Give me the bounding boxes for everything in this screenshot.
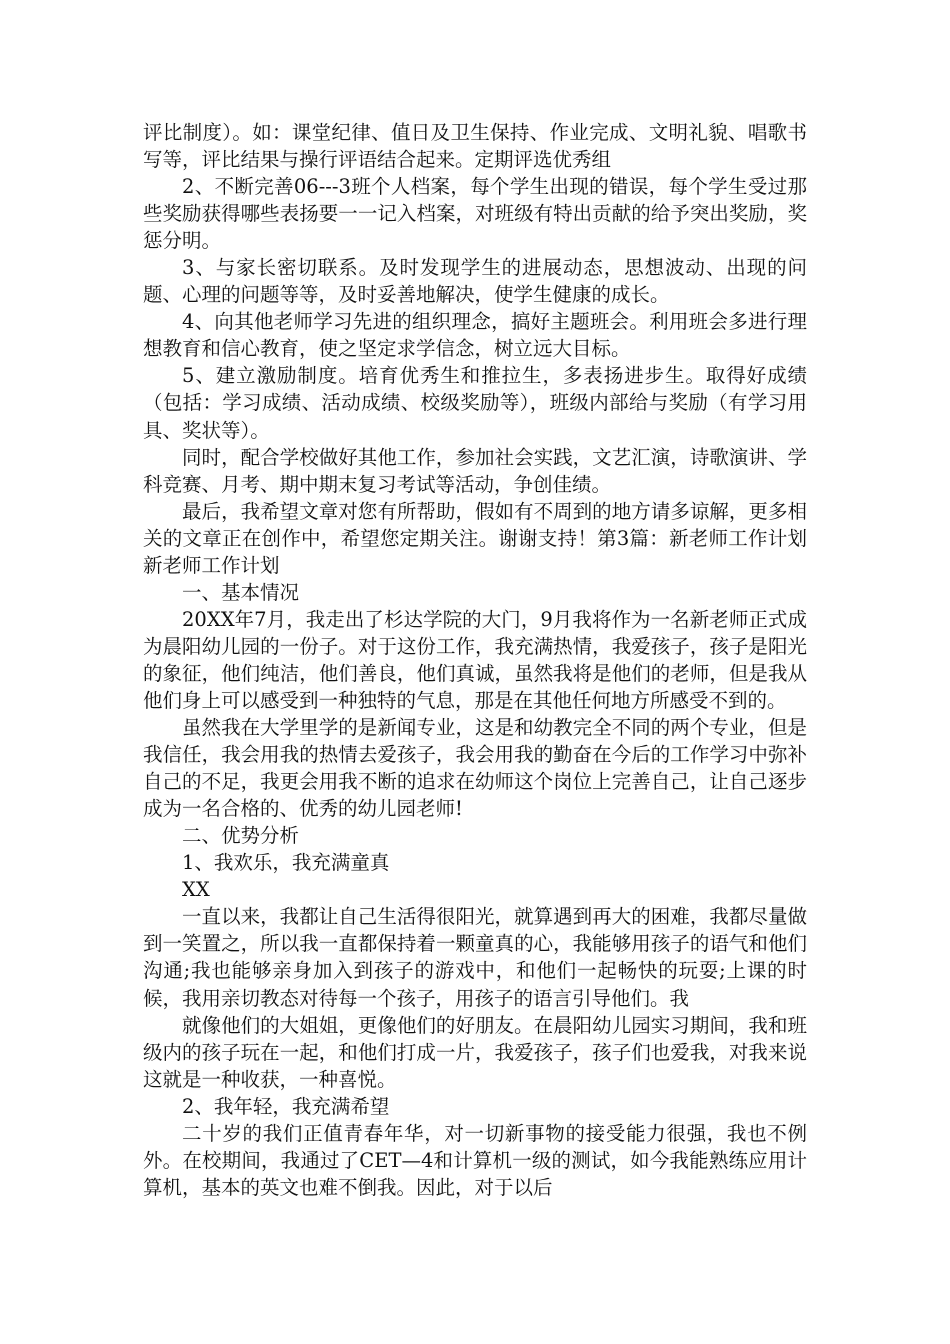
subheading-young: 2、我年轻，我充满希望 <box>182 1094 390 1118</box>
subheading-happy: 1、我欢乐，我充满童真 <box>182 851 390 875</box>
paragraph-item-3: 3、与家长密切联系。及时发现学生的进展动态，思想波动、出现的问题、心理的问题等等，及时妥善地解决，使学生健康的成长。 <box>143 256 807 307</box>
paragraph-sunshine: 一直以来，我都让自己生活得很阳光，就算遇到再大的困难，我都尽量做到一笑置之，所以我一直都保持着一颗童真的心，我能够用孩子的语气和他们沟通;我也能够亲身加入到孩子的游戏中，和他们一起畅快的玩耍;上课的时候，我用亲切教态对待每一个孩子，用孩子的语言引导他们。我 <box>143 905 807 1010</box>
paragraph-other-work: 同时，配合学校做好其他工作，参加社会实践，文艺汇演，诗歌演讲、学科竞赛、月考、期中期末复习考试等活动，争创佳绩。 <box>143 445 807 496</box>
paragraph-basic-situation: 20XX年7月，我走出了杉达学院的大门，9月我将作为一名新老师正式成为晨阳幼儿园的一份子。对于这份工作，我充满热情，我爱孩子，孩子是阳光的象征，他们纯洁，他们善良，他们真诚，虽然我将是他们的老师，但是我从他们身上可以感受到一种独特的气息，那是在其他任何地方所感受不到的。 <box>143 607 807 712</box>
paragraph-item-5: 5、建立激励制度。培育优秀生和推拉生，多表扬进步生。取得好成绩（包括：学习成绩、活动成绩、校级奖励等），班级内部给与奖励（有学习用具、奖状等）。 <box>143 364 807 442</box>
paragraph-item-4: 4、向其他老师学习先进的组织理念，搞好主题班会。利用班会多进行理想教育和信心教育，使之坚定求学信念，树立远大目标。 <box>143 310 807 361</box>
placeholder-xx: XX <box>182 878 210 902</box>
paragraph-twenty: 二十岁的我们正值青春年华，对一切新事物的接受能力很强，我也不例外。在校期间，我通过了CET—4和计算机一级的测试，如今我能熟练应用计算机，基本的英文也难不倒我。因此，对于以后 <box>143 1121 807 1199</box>
paragraph-continuation: 评比制度）。如：课堂纪律、值日及卫生保持、作业完成、文明礼貌、唱歌书写等，评比结果与操行评语结合起来。定期评选优秀组 <box>143 121 807 172</box>
document-body <box>143 119 807 1201</box>
paragraph-major: 虽然我在大学里学的是新闻专业，这是和幼教完全不同的两个专业，但是我信任，我会用我的热情去爱孩子，我会用我的勤奋在今后的工作学习中弥补自己的不足，我更会用我不断的追求在幼师这个岗位上完善自己，让自己逐步成为一名合格的、优秀的幼儿园老师! <box>143 716 807 821</box>
section-heading-basic: 一、基本情况 <box>182 580 300 604</box>
paragraph-closing: 最后，我希望文章对您有所帮助，假如有不周到的地方请多谅解，更多相关的文章正在创作中，希望您定期关注。谢谢支持！第3篇：新老师工作计划新老师工作计划 <box>143 499 807 577</box>
paragraph-big-sister: 就像他们的大姐姐，更像他们的好朋友。在晨阳幼儿园实习期间，我和班级内的孩子玩在一起，和他们打成一片，我爱孩子，孩子们也爱我，对我来说这就是一种收获，一种喜悦。 <box>143 1013 807 1091</box>
paragraph-item-2: 2、不断完善06---3班个人档案，每个学生出现的错误，每个学生受过那些奖励获得哪些表扬要一一记入档案，对班级有特出贡献的给予突出奖励，奖惩分明。 <box>143 175 807 253</box>
section-heading-advantages: 二、优势分析 <box>182 824 300 848</box>
